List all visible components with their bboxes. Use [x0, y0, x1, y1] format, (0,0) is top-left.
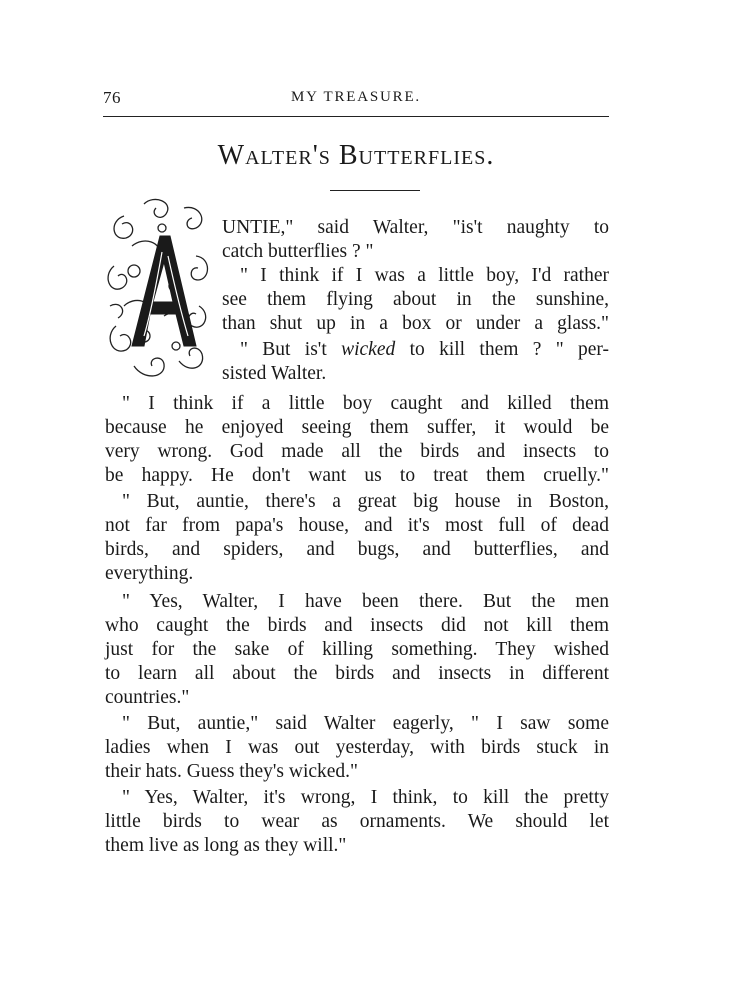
text-line-19: to learn all about the birds and insects in different	[105, 663, 609, 684]
text-line-17: who caught the birds and insects did not kill them	[105, 615, 609, 636]
text-line-5: than shut up in a box or under a glass."	[222, 313, 609, 334]
text-line-13: not far from papa's house, and it's most full of dead	[105, 515, 609, 536]
text-line-20: countries."	[105, 687, 190, 708]
header-rule	[103, 116, 609, 117]
text-line-22: ladies when I was out yesterday, with birds stuck in	[105, 737, 609, 758]
text-line-1: UNTIE," said Walter, "is't naughty to	[222, 217, 609, 238]
text-line-7: sisted Walter.	[222, 363, 327, 384]
text-line-26: them live as long as they will."	[105, 835, 347, 856]
text-line-15: everything.	[105, 563, 194, 584]
text-line-25: little birds to wear as ornaments. We should let	[105, 811, 609, 832]
text-line-24: " Yes, Walter, it's wrong, I think, to kill the pretty	[122, 787, 609, 808]
text-line-23: their hats. Guess they's wicked."	[105, 761, 359, 782]
text-line-11: be happy. He don't want us to treat them cruelly."	[105, 465, 609, 486]
title-rule	[330, 190, 420, 191]
text-line-21: " But, auntie," said Walter eagerly, " I saw some	[122, 713, 609, 734]
text-line-18: just for the sake of killing something. They wished	[105, 639, 609, 660]
text-line-6: " But is't wicked to kill them ? " per-	[240, 339, 610, 360]
text-line-4: see them flying about in the sunshine,	[222, 289, 609, 310]
running-title: MY TREASURE.	[291, 89, 421, 105]
chapter-title: Walter's Butterflies.	[217, 140, 495, 171]
text-line-10: very wrong. God made all the birds and insects to	[105, 441, 609, 462]
page-number: 76	[103, 88, 121, 107]
text-line-14: birds, and spiders, and bugs, and butterflies, and	[105, 539, 609, 560]
text-line-8: " I think if a little boy caught and killed them	[122, 393, 609, 414]
text-line-12: " But, auntie, there's a great big house in Boston,	[122, 491, 609, 512]
text-line-9: because he enjoyed seeing them suffer, it would be	[105, 417, 609, 438]
text-line-16: " Yes, Walter, I have been there. But the men	[122, 591, 609, 612]
page-header	[103, 88, 609, 110]
ornate-initial-a-icon	[104, 196, 212, 386]
text-line-2: catch butterflies ? "	[222, 241, 374, 262]
text-line-3: " I think if I was a little boy, I'd rather	[240, 265, 609, 286]
